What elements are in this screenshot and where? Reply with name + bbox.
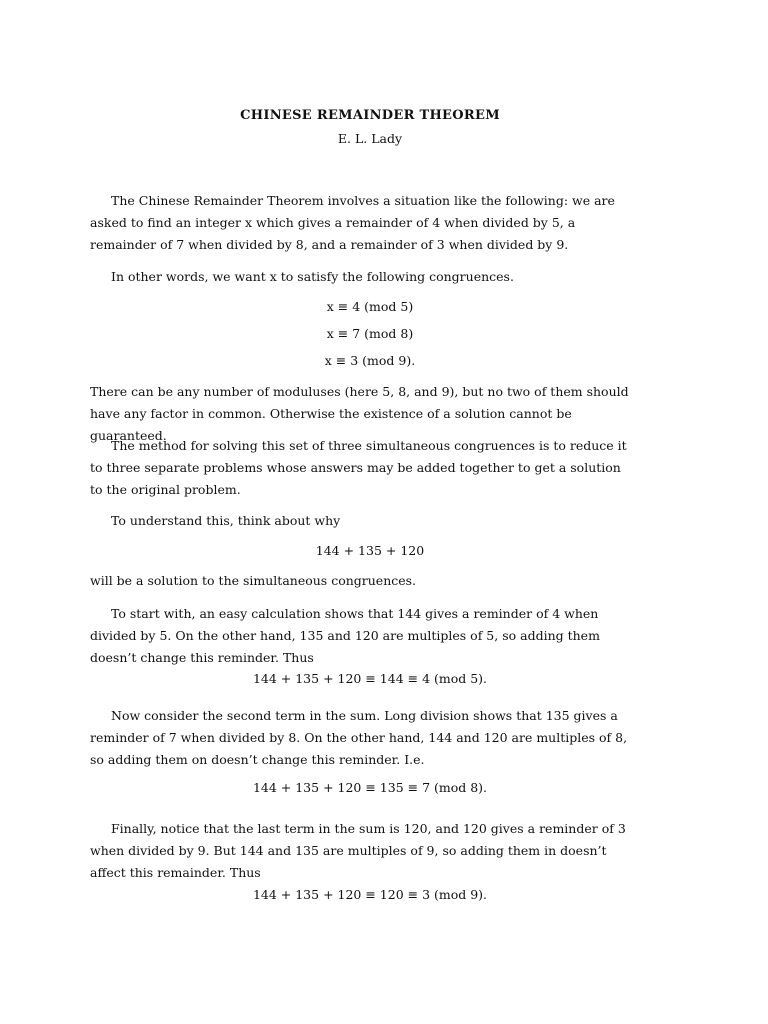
equation-result-mod-5: 144 + 135 + 120 ≡ 144 ≡ 4 (mod 5). <box>252 671 488 686</box>
paragraph-understand: To understand this, think about why <box>111 513 341 528</box>
congruence-mod-8: x ≡ 7 (mod 8) <box>326 326 414 341</box>
equation-result-mod-8: 144 + 135 + 120 ≡ 135 ≡ 7 (mod 8). <box>252 780 488 795</box>
paragraph-intro: The Chinese Remainder Theorem involves a situation like the following: we are asked to find an integer x which gives a remainder of 4 when divided by 5, a remainder of 7 when divided by 8, and a remainder of 3 when divided by 9. <box>90 193 615 252</box>
congruence-mod-9: x ≡ 3 (mod 9). <box>324 353 416 368</box>
paragraph-moduluses: There can be any number of moduluses (here 5, 8, and 9), but no two of them should have any factor in common. Otherwise the existence of a solution cannot be guaranteed. <box>90 384 629 443</box>
document-author: E. L. Lady <box>337 131 403 146</box>
paragraph-mod-5-explanation: To start with, an easy calculation shows that 144 gives a reminder of 4 when divided by 5. On the other hand, 135 and 120 are multiples of 5, so adding them doesn’t change this reminder. Thus <box>90 606 600 665</box>
paragraph-mod-9-explanation: Finally, notice that the last term in the sum is 120, and 120 gives a reminder of 3 when divided by 9. But 144 and 135 are multiples of 9, so adding them in doesn’t affect this remainder. Thus <box>90 821 626 880</box>
equation-sum: 144 + 135 + 120 <box>315 543 425 558</box>
congruence-mod-5: x ≡ 4 (mod 5) <box>326 299 414 314</box>
document-title: CHINESE REMAINDER THEOREM <box>240 108 500 123</box>
paragraph-method: The method for solving this set of three simultaneous congruences is to reduce it to three separate problems whose answers may be added together to get a solution to the original problem. <box>90 438 627 497</box>
equation-result-mod-9: 144 + 135 + 120 ≡ 120 ≡ 3 (mod 9). <box>252 887 488 902</box>
paragraph-solution: will be a solution to the simultaneous congruences. <box>90 573 417 588</box>
paragraph-mod-8-explanation: Now consider the second term in the sum. Long division shows that 135 gives a reminder of 7 when divided by 8. On the other hand, 144 and 120 are multiples of 8, so adding them on doesn’t change this reminder. I.e. <box>90 708 628 767</box>
paragraph-congruences-intro: In other words, we want x to satisfy the following congruences. <box>111 269 514 284</box>
